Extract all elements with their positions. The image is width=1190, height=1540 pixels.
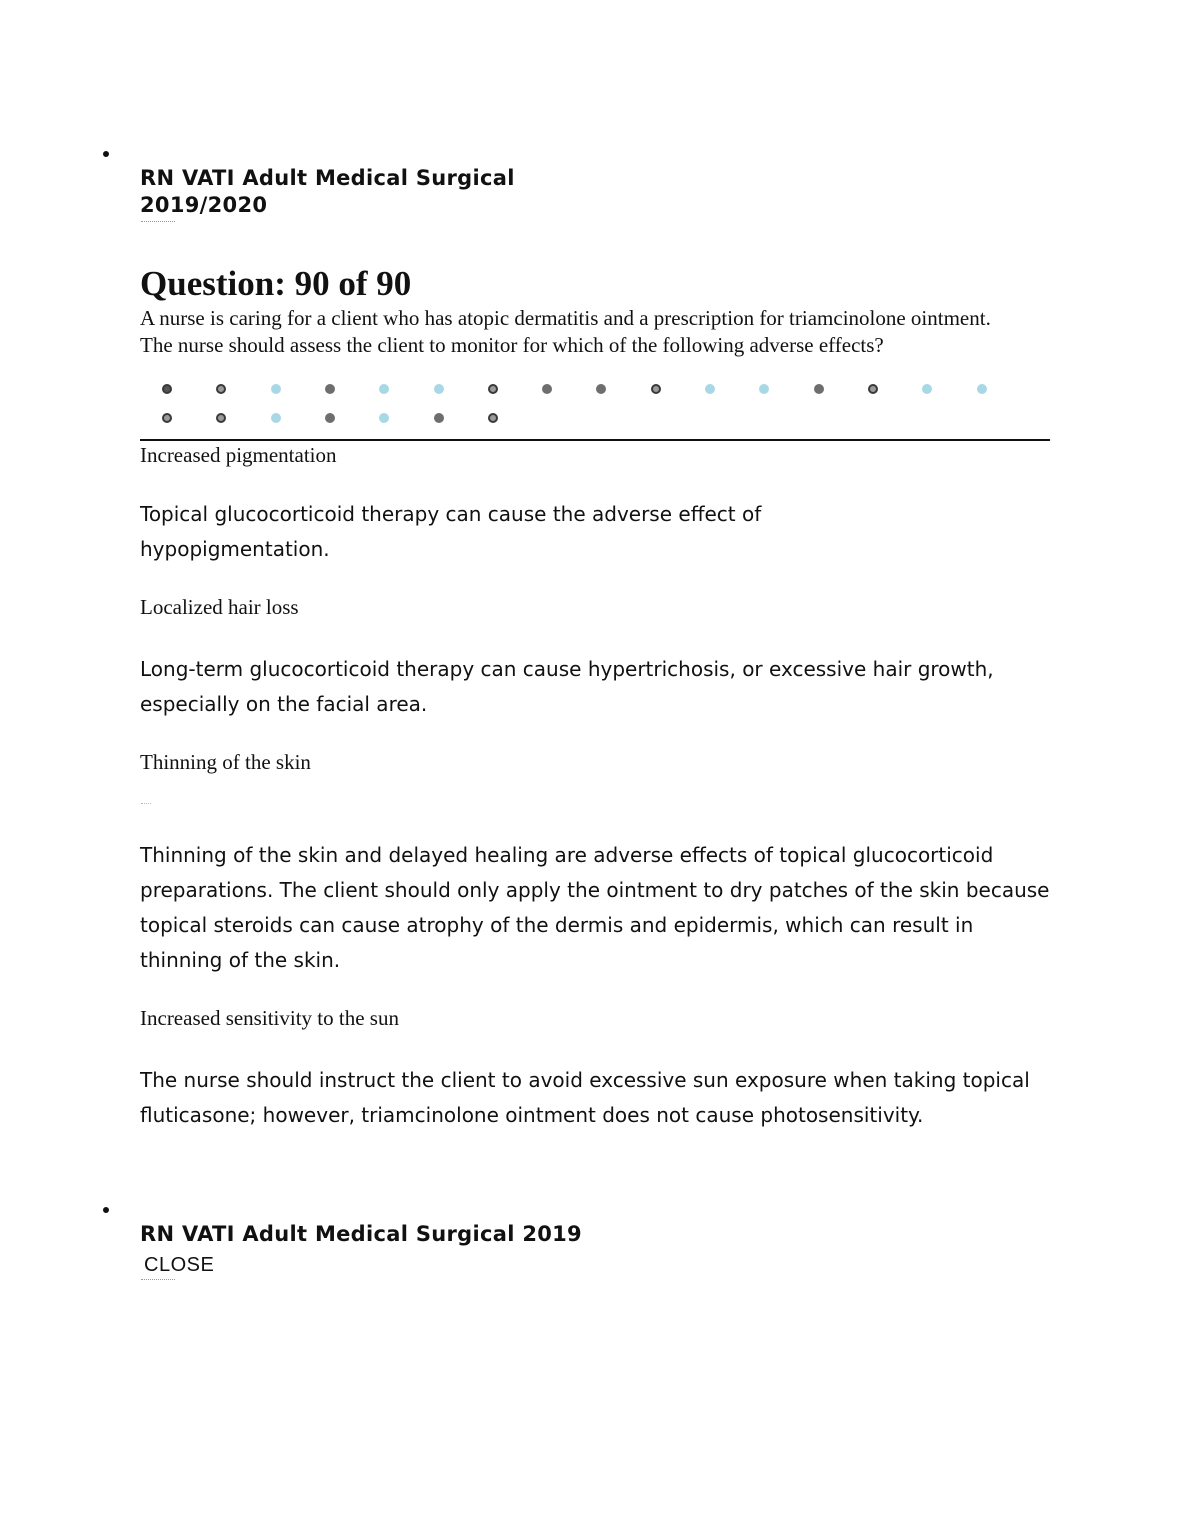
- close-button[interactable]: CLOSE: [144, 1254, 215, 1276]
- question-nav-dot[interactable]: [216, 413, 226, 423]
- list-bullet: [103, 1207, 109, 1213]
- question-nav-dot[interactable]: [868, 384, 878, 394]
- course-title-line2: 2019/2020: [140, 193, 268, 217]
- question-nav-dot[interactable]: [216, 384, 226, 394]
- question-nav-dot[interactable]: [488, 384, 498, 394]
- footer-course-title: RN VATI Adult Medical Surgical 2019: [140, 1222, 582, 1246]
- question-nav-dot[interactable]: [271, 413, 281, 423]
- question-heading: Question: 90 of 90: [140, 264, 412, 303]
- question-nav-dot[interactable]: [759, 384, 769, 394]
- question-nav-dot[interactable]: [379, 413, 389, 423]
- question-text: A nurse is caring for a client who has atopic dermatitis and a prescription for triamcinolone ointment. The nurse should assess the client to monitor for which of the following adverse effects?: [140, 306, 991, 357]
- question-nav-dot[interactable]: [651, 384, 661, 394]
- question-nav-dot[interactable]: [379, 384, 389, 394]
- question-nav-dot[interactable]: [162, 384, 172, 394]
- rationale-4: The nurse should instruct the client to avoid excessive sun exposure when taking topical fluticasone; however, triamcinolone ointment does not cause photosensitivity.: [140, 1068, 1030, 1127]
- question-nav-dot[interactable]: [596, 384, 606, 394]
- correct-answer-marker: [141, 803, 151, 805]
- question-nav-dot[interactable]: [434, 413, 444, 423]
- question-nav-dot[interactable]: [271, 384, 281, 394]
- rationale-1: Topical glucocorticoid therapy can cause the adverse effect of hypopigmentation.: [140, 502, 762, 561]
- question-nav-dot[interactable]: [488, 413, 498, 423]
- question-divider: [140, 439, 1050, 441]
- rationale-3: Thinning of the skin and delayed healing are adverse effects of topical glucocorticoid preparations. The client should only apply the ointment to dry patches of the skin because topical steroids can cause atrophy of the dermis and epidermis, which can result in thinning of the skin.: [140, 843, 1050, 972]
- question-nav-dot[interactable]: [814, 384, 824, 394]
- answer-option-3[interactable]: Thinning of the skin: [140, 750, 311, 774]
- rationale-2: Long-term glucocorticoid therapy can cause hypertrichosis, or excessive hair growth, especially on the facial area.: [140, 657, 994, 716]
- question-nav-dot[interactable]: [325, 413, 335, 423]
- course-title-line1: RN VATI Adult Medical Surgical: [140, 166, 515, 190]
- divider-mark: [141, 221, 175, 223]
- question-nav-dot[interactable]: [542, 384, 552, 394]
- course-title: [140, 165, 515, 219]
- divider-mark: [141, 1279, 175, 1281]
- question-nav-dot[interactable]: [705, 384, 715, 394]
- question-nav-dot[interactable]: [977, 384, 987, 394]
- question-nav-dot[interactable]: [434, 384, 444, 394]
- answer-option-4[interactable]: Increased sensitivity to the sun: [140, 1006, 399, 1030]
- question-nav-dot[interactable]: [325, 384, 335, 394]
- question-nav-dot[interactable]: [162, 413, 172, 423]
- answer-option-1[interactable]: Increased pigmentation: [140, 443, 337, 467]
- answer-option-2[interactable]: Localized hair loss: [140, 595, 299, 619]
- question-nav-dot[interactable]: [922, 384, 932, 394]
- list-bullet: [103, 151, 109, 157]
